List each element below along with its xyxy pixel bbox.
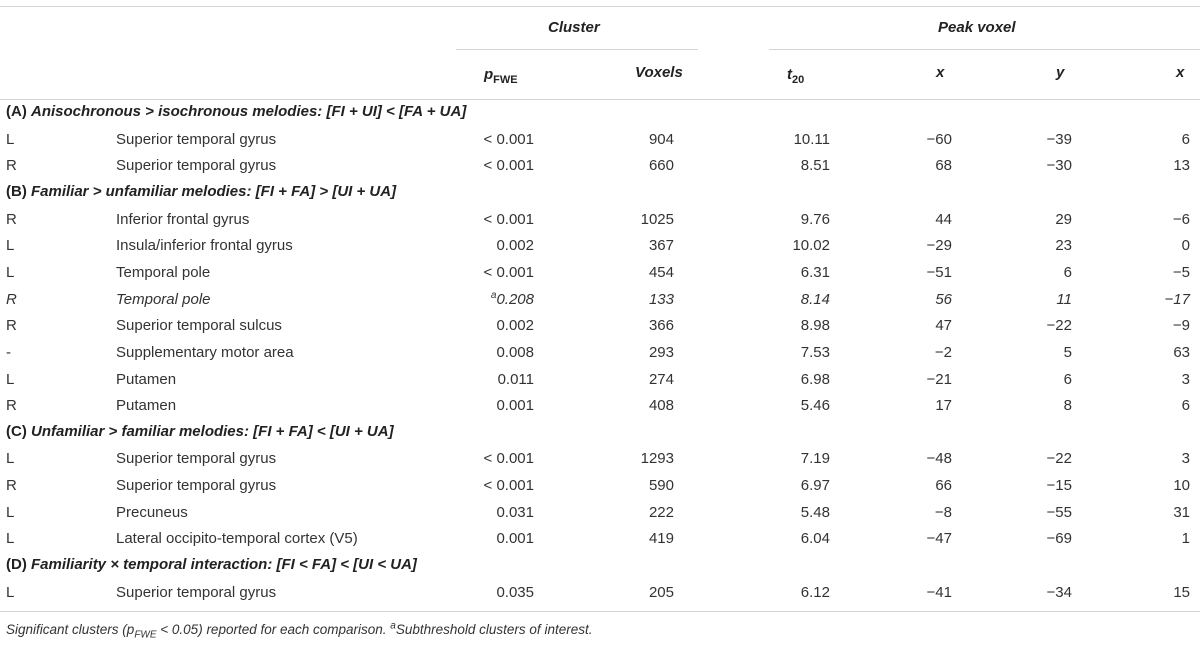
side-cell: L	[6, 370, 15, 388]
z-coord-cell: 63	[1173, 343, 1190, 361]
side-cell: R	[6, 157, 17, 175]
voxels-cell: 293	[648, 343, 674, 361]
section-title-text: Familiarity × temporal interaction: [FI < FA] < [UI < UA]	[31, 556, 417, 574]
table-row	[0, 153, 1200, 179]
p-value-cell: < 0.001	[483, 210, 534, 228]
side-cell: L	[6, 450, 15, 468]
header-voxels: Voxels	[635, 64, 683, 81]
y-coord-cell: −39	[1046, 130, 1072, 148]
side-cell: L	[6, 237, 15, 255]
region-cell: Superior temporal gyrus	[116, 477, 277, 495]
side-cell: L	[6, 263, 15, 281]
x-coord-cell: 47	[935, 317, 952, 335]
voxels-cell: 454	[648, 263, 674, 281]
section-prefix: (A)	[6, 103, 27, 120]
section-header-row	[0, 100, 1200, 126]
side-cell: -	[6, 343, 11, 361]
side-cell: L	[6, 583, 15, 601]
table-row	[0, 446, 1200, 472]
header-z: x	[1176, 64, 1185, 81]
x-coord-cell: −60	[926, 130, 952, 148]
voxels-cell: 205	[648, 583, 674, 601]
cluster-underline	[456, 49, 698, 50]
region-cell: Insula/inferior frontal gyrus	[116, 237, 293, 255]
region-cell: Superior temporal gyrus	[116, 130, 277, 148]
y-coord-cell: −15	[1046, 477, 1072, 495]
y-coord-cell: 23	[1055, 237, 1072, 255]
table-row	[0, 500, 1200, 526]
p-value-cell: < 0.001	[483, 450, 534, 468]
y-coord-cell: −22	[1046, 450, 1072, 468]
voxels-cell: 133	[648, 290, 674, 308]
voxels-cell: 222	[648, 503, 674, 521]
p-value-cell: < 0.001	[483, 157, 534, 175]
section-prefix: (B)	[6, 182, 27, 200]
y-coord-cell: 6	[1063, 370, 1072, 388]
region-cell: Supplementary motor area	[116, 343, 294, 361]
section-prefix: (D)	[6, 556, 27, 574]
x-coord-cell: 17	[935, 397, 952, 415]
z-coord-cell: 3	[1181, 370, 1190, 388]
region-cell: Superior temporal gyrus	[116, 157, 277, 175]
table-row	[0, 526, 1200, 552]
z-coord-cell: −17	[1164, 290, 1190, 308]
p-value-cell: 0.001	[496, 530, 534, 548]
region-cell: Lateral occipito-temporal cortex (V5)	[116, 530, 358, 548]
x-coord-cell: 66	[935, 477, 952, 495]
z-coord-cell: 3	[1181, 450, 1190, 468]
x-coord-cell: 56	[935, 290, 952, 308]
table-row	[0, 260, 1200, 286]
region-cell: Inferior frontal gyrus	[116, 210, 250, 228]
voxels-cell: 590	[648, 477, 674, 495]
x-coord-cell: −51	[926, 263, 952, 281]
y-coord-cell: −34	[1046, 583, 1072, 601]
p-value-cell: 0.002	[496, 317, 534, 335]
side-cell: L	[6, 503, 15, 521]
t-value-cell: 6.98	[800, 370, 830, 388]
t-value-cell: 7.53	[800, 343, 830, 361]
side-cell: R	[6, 210, 17, 228]
table-row	[0, 580, 1200, 606]
section-header-row	[0, 180, 1200, 206]
voxels-cell: 408	[648, 397, 674, 415]
x-coord-cell: 68	[935, 157, 952, 175]
voxels-cell: 660	[648, 157, 674, 175]
table-row	[0, 473, 1200, 499]
p-value-cell	[491, 291, 534, 308]
region-cell: Precuneus	[116, 503, 188, 521]
section-title	[6, 103, 466, 120]
region-cell: Superior temporal gyrus	[116, 583, 277, 601]
p-value-cell: < 0.001	[483, 130, 534, 148]
x-coord-cell: −41	[926, 583, 952, 601]
section-title-text: Anisochronous > isochronous melodies: [FI + UI] < [FA + UA]	[31, 103, 467, 120]
y-coord-cell: −30	[1046, 157, 1072, 175]
y-coord-cell: 29	[1055, 210, 1072, 228]
voxels-cell: 274	[648, 370, 674, 388]
t-value-cell: 7.19	[800, 450, 830, 468]
t-value-cell: 8.14	[800, 290, 830, 308]
section-header-row	[0, 420, 1200, 446]
p-value-cell: 0.031	[496, 503, 534, 521]
x-coord-cell: 44	[935, 210, 952, 228]
header-x: x	[936, 64, 945, 81]
y-coord-cell: −55	[1046, 503, 1072, 521]
p-value-cell: < 0.001	[483, 263, 534, 281]
section-title	[6, 556, 417, 573]
table-row	[0, 233, 1200, 259]
z-coord-cell: 6	[1181, 397, 1190, 415]
p-value-cell: < 0.001	[483, 477, 534, 495]
y-coord-cell: 5	[1063, 343, 1072, 361]
header-peak-voxel: Peak voxel	[938, 19, 1016, 36]
voxels-cell: 904	[648, 130, 674, 148]
t-value-cell: 6.31	[800, 263, 830, 281]
footnote-marker: a	[490, 289, 497, 301]
t-value-cell: 10.11	[793, 130, 830, 148]
x-coord-cell: −47	[926, 530, 952, 548]
y-coord-cell: 6	[1063, 263, 1072, 281]
t-value-cell: 9.76	[800, 210, 830, 228]
region-cell: Superior temporal gyrus	[116, 450, 277, 468]
y-coord-cell: 8	[1063, 397, 1072, 415]
table-row	[0, 313, 1200, 339]
x-coord-cell: −2	[934, 343, 952, 361]
p-value-cell: 0.011	[497, 370, 534, 388]
table-row	[0, 340, 1200, 366]
x-coord-cell: −29	[926, 237, 952, 255]
z-coord-cell: 6	[1181, 130, 1190, 148]
table-footnote: Significant clusters $(p_{FWE} < 0.05)$ reported for each comparison. $^a$Subthreshold clusters of interest.	[6, 620, 593, 641]
t-value-cell: 10.02	[792, 237, 830, 255]
side-cell: R	[6, 290, 17, 308]
side-cell: R	[6, 397, 17, 415]
table-row	[0, 287, 1200, 313]
t-value-cell: 8.98	[800, 317, 830, 335]
top-rule	[0, 6, 1200, 7]
t-value-cell: 8.51	[800, 157, 830, 175]
t-value-cell: 6.97	[800, 477, 830, 495]
z-coord-cell: −9	[1172, 317, 1190, 335]
y-coord-cell: −22	[1046, 317, 1072, 335]
voxels-cell: 1293	[640, 450, 674, 468]
z-coord-cell: 1	[1181, 530, 1190, 548]
table-row	[0, 393, 1200, 419]
p-value-cell: 0.001	[496, 397, 534, 415]
section-title-text: Familiar > unfamiliar melodies: [FI + FA] > [UI + UA]	[31, 182, 397, 200]
z-coord-cell: 15	[1173, 583, 1190, 601]
x-coord-cell: −21	[926, 370, 952, 388]
region-cell: Temporal pole	[116, 263, 211, 281]
p-value-cell: 0.008	[496, 343, 534, 361]
region-cell: Putamen	[116, 370, 177, 388]
peak-voxel-underline	[769, 49, 1200, 50]
z-coord-cell: 10	[1173, 477, 1190, 495]
region-cell: Temporal pole	[116, 290, 211, 308]
z-coord-cell: −5	[1172, 263, 1190, 281]
voxels-cell: 367	[648, 237, 674, 255]
p-value-cell: 0.002	[496, 237, 534, 255]
section-prefix: (C)	[6, 422, 27, 440]
z-coord-cell: 0	[1181, 237, 1190, 255]
z-coord-cell: 13	[1173, 157, 1190, 175]
x-coord-cell: −8	[934, 503, 952, 521]
voxels-cell: 419	[648, 530, 674, 548]
side-cell: L	[6, 530, 15, 548]
p-value-cell: 0.035	[496, 583, 534, 601]
t-value-cell: 5.48	[800, 503, 830, 521]
region-cell: Putamen	[116, 397, 177, 415]
y-coord-cell: 11	[1056, 290, 1072, 308]
t-value-cell: 6.12	[800, 583, 830, 601]
z-coord-cell: −6	[1172, 210, 1190, 228]
side-cell: R	[6, 477, 17, 495]
voxels-cell: 1025	[640, 210, 674, 228]
t-value-cell: 6.04	[800, 530, 830, 548]
section-title	[6, 423, 394, 440]
table-row	[0, 207, 1200, 233]
table-row	[0, 127, 1200, 153]
header-y: y	[1056, 64, 1065, 81]
header-p-fwe: $p_{FWE}$	[484, 66, 518, 86]
z-coord-cell: 31	[1173, 503, 1190, 521]
bottom-rule	[0, 611, 1200, 612]
y-coord-cell: −69	[1046, 530, 1072, 548]
section-title-text: Unfamiliar > familiar melodies: [FI + FA] < [UI + UA]	[31, 422, 394, 440]
region-cell: Superior temporal sulcus	[116, 317, 282, 335]
x-coord-cell: −48	[926, 450, 952, 468]
voxels-cell: 366	[648, 317, 674, 335]
p-value-text: 0.208	[496, 290, 534, 308]
header-t20: $t_{20}$	[787, 66, 805, 86]
section-title	[6, 183, 396, 200]
side-cell: R	[6, 317, 17, 335]
header-cluster: Cluster	[548, 19, 600, 36]
side-cell: L	[6, 130, 15, 148]
t-value-cell: 5.46	[800, 397, 830, 415]
section-header-row	[0, 553, 1200, 579]
table-row	[0, 367, 1200, 393]
